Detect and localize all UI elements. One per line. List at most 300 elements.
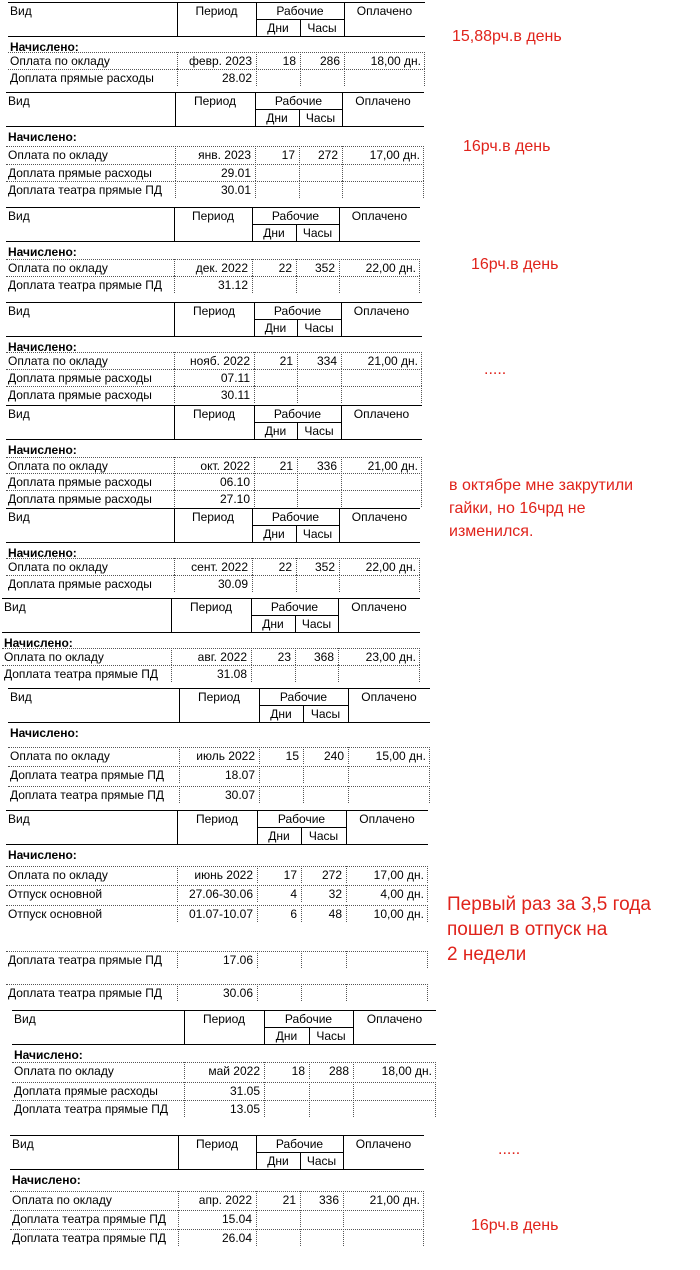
cell-vid: Оплата по окладу [8,560,108,574]
row-divider [353,1100,354,1117]
row-divider [423,181,424,198]
header-chasy: Часы [307,21,337,35]
payslip [8,688,430,802]
header-vid: Вид [14,1012,36,1026]
header-rabochie: Рабочие [271,209,320,223]
cell-period: 30.01 [220,183,251,197]
cell-period: 30.06 [222,986,253,1000]
row-divider [256,1229,257,1246]
row-divider [435,1062,436,1079]
cell-days: 15 [285,749,299,763]
cell-vid: Оплата по окладу [8,459,108,473]
row-divider [299,181,300,198]
cell-vid: Оплата по окладу [14,1064,114,1078]
table-row [6,984,428,1001]
header-period: Период [195,812,239,826]
cell-vid: Доплата театра прямые ПД [8,953,163,967]
row-divider [423,1191,424,1208]
row-divider [339,575,340,592]
row-divider [255,181,256,198]
cell-vid: Доплата прямые расходы [8,577,152,591]
red-annotation: 15,88рч.в день [452,28,562,45]
row-divider [300,1229,301,1246]
cell-period: 31.05 [229,1084,260,1098]
row-divider [342,164,343,181]
header-dni: Дни [266,111,288,125]
cell-vid: Доплата прямые расходы [8,388,152,402]
cell-paid: 21,00 дн. [367,354,418,368]
header-chasy: Часы [302,527,333,541]
header-rule [6,302,422,303]
table-row [8,747,430,764]
row-divider [353,1082,354,1099]
cell-hours: 286 [319,54,340,68]
row-divider [301,984,302,1001]
cell-vid: Доплата театра прямые ПД [10,768,165,782]
cell-vid: Доплата прямые расходы [14,1084,158,1098]
cell-period: 29.01 [220,166,251,180]
table-row [6,457,422,474]
header-rule [8,688,430,689]
row-divider [421,490,422,507]
header-dni: Дни [263,226,285,240]
table-row [6,259,420,276]
payslip [6,405,422,506]
cell-days: 17 [283,868,297,882]
payslip-header [6,508,420,542]
row-divider [264,1100,265,1117]
header-dni: Дни [262,617,284,631]
cell-days: 23 [277,650,291,664]
row-divider [297,490,298,507]
cell-period: нояб. 2022 [189,354,250,368]
header-oplacheno: Оплачено [355,94,411,108]
cell-vid: Оплата по окладу [8,261,108,275]
red-annotation: пошел в отпуск на [447,919,608,940]
header-rabochie: Рабочие [277,812,326,826]
row-divider [423,146,424,163]
cell-period: 30.09 [217,577,248,591]
header-dni: Дни [275,1029,298,1043]
header-dni: Дни [267,21,289,35]
payslip-header [6,92,424,126]
header-chasy: Часы [301,617,332,631]
cell-days: 18 [291,1064,305,1078]
red-annotation: Первый раз за 3,5 года [447,894,651,915]
header-oplacheno: Оплачено [359,812,415,826]
row-divider [259,786,260,803]
header-rule [6,126,424,127]
row-divider [419,558,420,575]
cell-period: 01.07-10.07 [188,907,253,921]
header-rabochie: Рабочие [273,407,322,421]
header-chasy: Часы [305,111,336,125]
header-rule [6,542,420,543]
accrued-label: Начислено: [4,636,73,650]
header-vid: Вид [10,690,32,704]
row-divider [256,69,257,86]
cell-vid: Оплата по окладу [10,54,110,68]
row-divider [427,984,428,1001]
cell-vid: Доплата театра прямые ПД [8,986,163,1000]
header-rule [6,92,424,93]
cell-hours: 368 [313,650,334,664]
header-rabochie: Рабочие [275,1137,324,1151]
row-divider [309,1100,310,1117]
header-oplacheno: Оплачено [366,1012,423,1026]
row-divider [295,665,296,682]
header-dni: Дни [264,424,287,438]
table-row [10,1210,424,1227]
payslip-header [2,598,420,632]
row-divider [339,276,340,293]
header-oplacheno: Оплачено [353,407,410,421]
cell-vid: Доплата прямые расходы [8,166,152,180]
header-oplacheno: Оплачено [351,209,408,223]
table-row [6,164,424,181]
cell-vid: Доплата прямые расходы [10,71,154,85]
payslip-header [6,810,428,844]
cell-vid: Доплата прямые расходы [8,371,152,385]
header-oplacheno: Оплачено [353,304,410,318]
header-rule [8,722,430,723]
row-divider [299,164,300,181]
accrued-label: Начислено: [8,848,77,862]
header-rule [10,1135,424,1136]
row-divider [421,352,422,369]
payslip-header [6,302,422,336]
red-annotation: ..... [484,361,507,378]
header-chasy: Часы [302,226,333,240]
cell-hours: 352 [314,560,335,574]
row-divider [429,786,430,803]
row-divider [429,766,430,783]
cell-paid: 21,00 дн. [367,459,418,473]
cell-hours: 352 [314,261,335,275]
cell-days: 17 [281,148,295,162]
cell-period: 06.10 [219,475,250,489]
row-divider [338,665,339,682]
row-divider [424,52,425,69]
header-rule [10,1169,424,1170]
red-annotation: 16рч.в день [471,1217,559,1234]
accrued-label: Начислено: [8,245,77,259]
table-row [12,1082,436,1099]
row-divider [254,473,255,490]
cell-paid: 22,00 дн. [365,560,416,574]
cell-hours: 336 [316,459,337,473]
header-period: Период [195,4,238,18]
header-period: Период [197,690,241,704]
payslip-header [8,688,430,722]
row-divider [257,951,258,968]
cell-vid: Оплата по окладу [12,1193,112,1207]
table-row [6,951,428,968]
row-divider [419,575,420,592]
header-rule [6,508,420,509]
row-divider [264,1082,265,1099]
row-divider [297,369,298,386]
cell-period: 27.06-30.06 [188,887,253,901]
row-divider [421,369,422,386]
accrued-label: Начислено: [8,443,77,457]
row-divider [300,69,301,86]
header-rabochie: Рабочие [271,510,320,524]
cell-vid: Доплата прямые расходы [8,492,152,506]
header-vid: Вид [8,812,30,826]
cell-hours: 272 [321,868,342,882]
cell-hours: 48 [328,907,342,921]
row-divider [427,866,428,883]
cell-hours: 336 [318,1193,339,1207]
header-period: Период [202,1012,246,1026]
header-rule [2,598,420,599]
table-row [6,352,422,369]
row-divider [254,369,255,386]
header-rule [6,207,420,208]
red-annotation: 16рч.в день [463,138,551,155]
red-annotation: 2 недели [447,944,527,965]
header-rabochie: Рабочие [279,690,328,704]
cell-paid: 17,00 дн. [369,148,420,162]
cell-period: янв. 2023 [198,148,251,162]
cell-period: апр. 2022 [198,1193,252,1207]
cell-paid: 18,00 дн. [381,1064,432,1078]
table-row [6,905,428,922]
cell-period: 18.07 [224,768,255,782]
row-divider [257,984,258,1001]
header-dni: Дни [270,707,292,721]
header-rule [8,2,425,3]
table-row [6,885,428,902]
header-rule [12,1044,436,1045]
row-divider [344,69,345,86]
payslip [2,598,420,681]
row-divider [427,905,428,922]
cell-vid: Доплата театра прямые ПД [8,278,163,292]
row-divider [423,164,424,181]
header-rabochie: Рабочие [274,94,323,108]
cell-hours: 334 [316,354,337,368]
cell-period: май 2022 [208,1064,260,1078]
cell-paid: 23,00 дн. [365,650,416,664]
cell-vid: Отпуск основной [8,887,103,901]
cell-days: 21 [282,1193,296,1207]
row-divider [429,747,430,764]
row-divider [254,490,255,507]
red-annotation: изменился. [449,523,534,540]
cell-period: 28.02 [221,71,252,85]
header-period: Период [192,304,236,318]
cell-hours: 240 [323,749,344,763]
cell-paid: 10,00 дн. [373,907,424,921]
payslip [10,1135,424,1245]
row-divider [252,276,253,293]
cell-period: 30.07 [224,788,255,802]
header-chasy: Часы [304,321,334,335]
header-oplacheno: Оплачено [355,1137,412,1151]
row-divider [419,648,420,665]
cell-vid: Оплата по окладу [8,868,108,882]
cell-days: 22 [278,261,292,275]
header-period: Период [193,94,237,108]
accrued-label: Начислено: [8,546,77,560]
table-row [8,69,425,86]
header-vid: Вид [8,209,30,223]
header-rabochie: Рабочие [273,304,322,318]
cell-vid: Доплата театра прямые ПД [10,788,165,802]
red-annotation: гайки, но 16чрд не [449,500,586,517]
cell-period: 30.11 [220,388,250,402]
header-rule [6,844,428,845]
header-rule [2,632,420,633]
cell-period: 07.11 [220,371,250,385]
table-row [6,386,422,403]
cell-paid: 4,00 дн. [380,887,424,901]
header-dni: Дни [263,527,285,541]
header-oplacheno: Оплачено [361,690,417,704]
row-divider [343,1229,344,1246]
header-rule [6,336,422,337]
cell-days: 18 [282,54,296,68]
row-divider [296,575,297,592]
cell-days: 4 [290,887,297,901]
row-divider [297,473,298,490]
accrued-label: Начислено: [8,130,77,144]
header-chasy: Часы [316,1029,346,1043]
row-divider [259,766,260,783]
payslip-header [12,1010,436,1044]
table-row [6,181,424,198]
cell-paid: 18,00 дн. [370,54,421,68]
row-divider [343,1210,344,1227]
row-divider [421,473,422,490]
cell-period: 13.05 [229,1102,260,1116]
cell-paid: 21,00 дн. [369,1193,420,1207]
header-vid: Вид [12,1137,34,1151]
row-divider [342,181,343,198]
cell-vid: Оплата по окладу [8,148,108,162]
table-row [10,1191,424,1208]
header-chasy: Часы [308,829,339,843]
cell-period: июль 2022 [196,749,255,763]
row-divider [254,386,255,403]
row-divider [346,984,347,1001]
table-row [6,575,420,592]
cell-period: авг. 2022 [197,650,247,664]
row-divider [424,69,425,86]
header-vid: Вид [8,94,30,108]
payslip [6,207,420,292]
row-divider [341,473,342,490]
header-dni: Дни [268,829,290,843]
payslip-header [6,405,422,439]
header-dni: Дни [267,1154,289,1168]
header-chasy: Часы [310,707,341,721]
header-rule [6,810,428,811]
cell-period: июнь 2022 [194,868,253,882]
header-period: Период [195,1137,239,1151]
cell-period: 17.06 [222,953,253,967]
cell-days: 21 [279,354,293,368]
cell-hours: 288 [328,1064,349,1078]
payslip [6,508,420,591]
table-row [6,558,420,575]
payslip [6,810,428,1000]
cell-paid: 15,00 дн. [375,749,426,763]
table-row [2,665,420,682]
cell-vid: Доплата театра прямые ПД [14,1102,169,1116]
header-vid: Вид [8,510,30,524]
table-row [6,369,422,386]
header-chasy: Часы [306,1154,337,1168]
row-divider [435,1082,436,1099]
header-rule [6,439,422,440]
header-period: Период [191,209,235,223]
cell-hours: 272 [317,148,338,162]
cell-vid: Оплата по окладу [8,354,108,368]
payslip [6,302,422,402]
table-row [10,1229,424,1246]
row-divider [421,386,422,403]
header-period: Период [189,600,233,614]
cell-vid: Доплата театра прямые ПД [4,667,159,681]
table-row [6,276,420,293]
table-row [6,473,422,490]
accrued-label: Начислено: [14,1048,83,1062]
header-rabochie: Рабочие [284,1012,333,1026]
red-annotation: в октябре мне закрутили [449,477,634,494]
red-annotation: 16рч.в день [471,256,559,273]
row-divider [423,1210,424,1227]
table-row [6,490,422,507]
payslip [12,1010,436,1116]
row-divider [251,665,252,682]
cell-hours: 32 [328,887,342,901]
row-divider [255,164,256,181]
header-rule [6,241,420,242]
accrued-label: Начислено: [8,340,77,354]
row-divider [300,1210,301,1227]
row-divider [423,1229,424,1246]
row-divider [341,386,342,403]
payslip-header [10,1135,424,1169]
cell-period: 31.08 [216,667,247,681]
row-divider [297,386,298,403]
cell-period: 31.12 [217,278,248,292]
row-divider [419,276,420,293]
cell-period: сент. 2022 [191,560,248,574]
cell-paid: 22,00 дн. [365,261,416,275]
cell-vid: Оплата по окладу [10,749,110,763]
payslip-header [8,2,425,36]
row-divider [256,1210,257,1227]
table-row [6,866,428,883]
row-divider [419,665,420,682]
payslip [6,92,424,197]
header-oplacheno: Оплачено [356,4,413,18]
accrued-label: Начислено: [10,726,79,740]
header-period: Период [192,407,236,421]
header-chasy: Часы [304,424,334,438]
row-divider [348,786,349,803]
accrued-label: Начислено: [12,1173,81,1187]
header-rabochie: Рабочие [270,600,319,614]
payslip-header [6,207,420,241]
cell-period: 26.04 [221,1231,252,1245]
header-rule [12,1010,436,1011]
row-divider [421,457,422,474]
